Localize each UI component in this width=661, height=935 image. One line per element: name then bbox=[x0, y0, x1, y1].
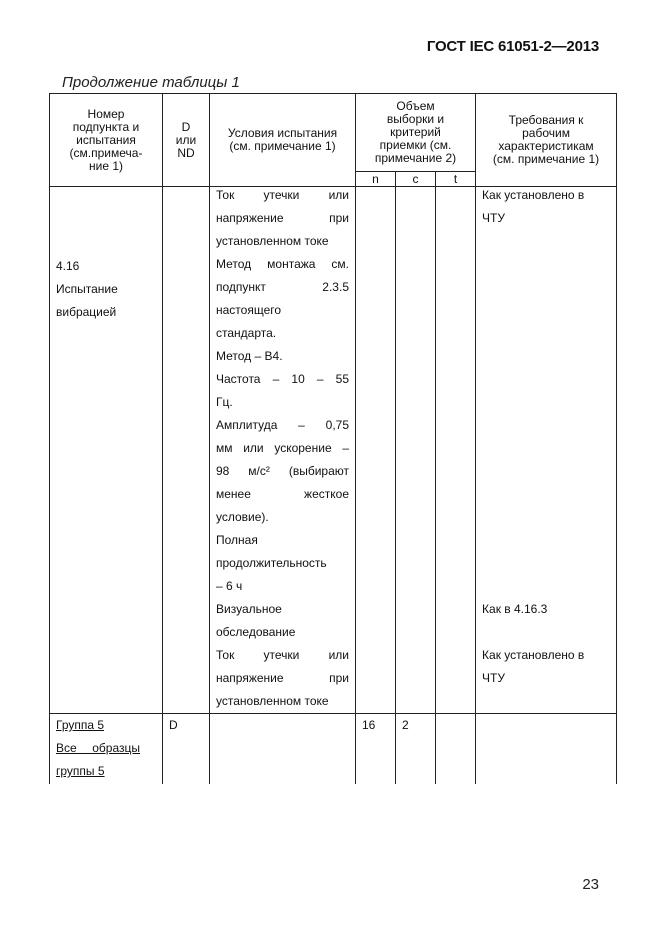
row-416-n bbox=[356, 187, 396, 714]
group5-c: 2 bbox=[396, 714, 436, 785]
header-t: t bbox=[436, 172, 476, 187]
specification-table bbox=[49, 93, 617, 784]
page-number: 23 bbox=[582, 876, 599, 893]
table-caption: Продолжение таблицы 1 bbox=[62, 74, 240, 91]
row-416-c bbox=[396, 187, 436, 714]
header-c: c bbox=[396, 172, 436, 187]
header-number: Номер подпункта и испытания (см.примеча- ние 1) bbox=[50, 94, 163, 187]
group5-requirements bbox=[476, 714, 617, 785]
group5-d-nd: D bbox=[163, 714, 210, 785]
header-requirements: Требования к рабочим характеристикам (см. примечание 1) bbox=[476, 94, 617, 187]
group5-n: 16 bbox=[356, 714, 396, 785]
group5-t bbox=[436, 714, 476, 785]
group5-number: Группа 5 Все образцы группы 5 bbox=[50, 714, 163, 785]
header-d-nd: D или ND bbox=[163, 94, 210, 187]
table-row bbox=[50, 714, 617, 785]
group5-conditions bbox=[210, 714, 356, 785]
header-sample: Объем выборки и критерий приемки (см. примечание 2) bbox=[356, 94, 476, 172]
row-416-number: 4.16 Испытание вибрацией bbox=[50, 187, 163, 714]
row-416-t bbox=[436, 187, 476, 714]
header-n: n bbox=[356, 172, 396, 187]
row-416-requirements: Как установлено в ЧТУ Как в 4.16.3 Как установлено в ЧТУ bbox=[476, 187, 617, 714]
row-416-conditions: Ток утечки или напряжение при установленном токе Метод монтажа см. подпункт 2.3.5 настоящего стандарта. Метод – В4. Частота – 10 – 55 Гц. Амплитуда – 0,75 мм или ускорение – 98 м/с² (выбирают менее жесткое условие). Полная продолжительность – 6 ч Визуальное обследование Ток утечки или напряжение при установленном токе bbox=[210, 187, 356, 714]
header-conditions: Условия испытания (см. примечание 1) bbox=[210, 94, 356, 187]
document-standard-header: ГОСТ IEC 61051-2—2013 bbox=[426, 38, 599, 55]
table-row bbox=[50, 187, 617, 714]
row-416-d-nd bbox=[163, 187, 210, 714]
